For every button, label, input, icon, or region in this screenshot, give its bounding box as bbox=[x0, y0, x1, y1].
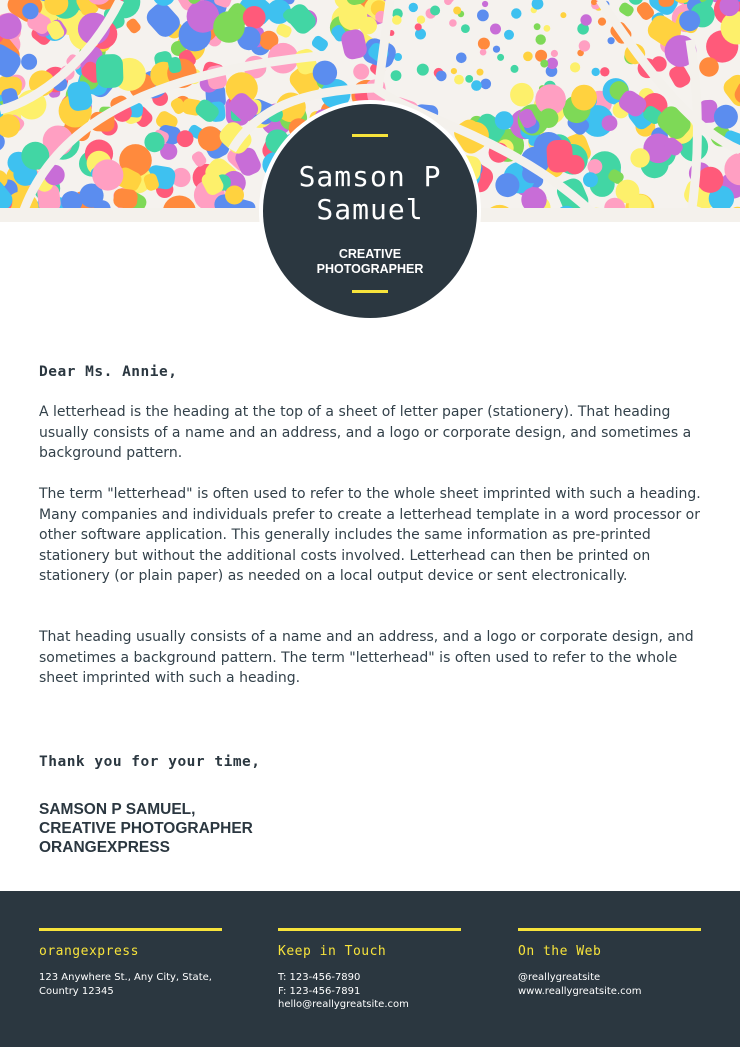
candy-piece bbox=[523, 52, 533, 62]
candy-piece bbox=[511, 8, 521, 18]
candy-piece bbox=[714, 105, 738, 129]
candy-piece bbox=[415, 23, 422, 30]
candy-piece bbox=[534, 23, 541, 30]
candy-piece bbox=[592, 68, 600, 76]
candy-piece bbox=[144, 132, 164, 152]
candy-piece bbox=[504, 30, 514, 40]
candy-piece bbox=[478, 38, 490, 50]
footer-accent-bar bbox=[39, 928, 222, 931]
candy-piece bbox=[580, 14, 591, 25]
candy-piece bbox=[392, 15, 402, 25]
candy-piece bbox=[453, 7, 461, 15]
candy-piece bbox=[497, 54, 504, 61]
candy-piece bbox=[436, 71, 447, 82]
candy-piece bbox=[481, 79, 492, 90]
candy-piece bbox=[547, 58, 558, 69]
candy-piece bbox=[96, 54, 124, 89]
candy-piece bbox=[477, 69, 484, 76]
body-paragraph-2: The term "letterhead" is often used to refer to the whole sheet imprinted with such a heading. Many companies and individuals prefer to create a letterhead template in a word processor or other software application. This generally includes the same information as pre-printed stationery but without the additional costs involved. Letterhead can then be printed on stationery (or plain paper) as needed on a local output device or sent electronically. bbox=[39, 486, 701, 584]
candy-piece bbox=[92, 159, 123, 190]
candy-piece bbox=[359, 17, 377, 35]
badge-accent-bar-bottom bbox=[352, 290, 388, 293]
candy-piece bbox=[471, 80, 482, 91]
candy-piece bbox=[495, 173, 519, 197]
address-line-1: 123 Anywhere St., Any City, State, bbox=[39, 972, 212, 983]
candy-piece bbox=[583, 172, 598, 187]
address-line-2: Country 12345 bbox=[39, 985, 114, 997]
candy-piece bbox=[461, 24, 470, 33]
footer-contact-column bbox=[278, 928, 461, 1012]
candy-piece bbox=[495, 111, 514, 130]
candy-piece bbox=[477, 10, 489, 22]
candy-piece bbox=[551, 50, 558, 57]
candy-piece bbox=[243, 6, 266, 29]
candy-piece bbox=[417, 64, 429, 76]
signature-block bbox=[39, 800, 253, 857]
candy-piece bbox=[456, 53, 467, 64]
candy-piece bbox=[125, 17, 143, 35]
candy-piece bbox=[699, 57, 719, 77]
candy-piece bbox=[213, 11, 245, 43]
candy-piece bbox=[465, 75, 473, 83]
footer-company-column bbox=[39, 928, 222, 998]
candy-piece bbox=[275, 22, 293, 39]
candy-piece bbox=[697, 167, 723, 193]
footer-accent-bar bbox=[518, 928, 701, 931]
candy-piece bbox=[391, 70, 402, 81]
candy-piece bbox=[540, 60, 548, 68]
candy-piece bbox=[630, 148, 649, 167]
candy-piece bbox=[417, 16, 425, 24]
footer-web-column bbox=[518, 928, 701, 998]
candy-piece bbox=[510, 83, 534, 107]
website-link[interactable]: www.reallygreatsite.com bbox=[518, 985, 642, 997]
candy-piece bbox=[113, 188, 139, 209]
salutation: Dear Ms. Annie, bbox=[39, 364, 178, 380]
candy-piece bbox=[570, 62, 580, 72]
candy-piece bbox=[679, 10, 700, 31]
candy-piece bbox=[536, 34, 546, 44]
candy-piece bbox=[430, 6, 440, 16]
candy-piece bbox=[177, 130, 194, 147]
candy-piece bbox=[600, 67, 609, 76]
footer-company-heading: orangexpress bbox=[39, 944, 139, 959]
email-link[interactable]: hello@reallygreatsite.com bbox=[278, 999, 409, 1010]
phone-text: T: 123-456-7890 bbox=[278, 972, 361, 983]
candy-piece bbox=[539, 108, 559, 128]
footer-address bbox=[39, 971, 222, 998]
name-badge bbox=[259, 100, 481, 322]
footer-web-heading: On the Web bbox=[518, 944, 602, 959]
signature-company: ORANGEXPRESS bbox=[39, 839, 170, 856]
signature-title: CREATIVE PHOTOGRAPHER bbox=[39, 820, 253, 837]
candy-piece bbox=[571, 85, 597, 111]
candy-piece bbox=[449, 19, 457, 27]
candy-piece bbox=[22, 3, 38, 19]
name-badge-circle bbox=[263, 104, 477, 318]
candy-piece bbox=[451, 68, 457, 74]
badge-accent-bar-top bbox=[352, 134, 388, 137]
candy-piece bbox=[598, 18, 606, 26]
badge-name-line2: Samuel bbox=[316, 193, 424, 226]
social-handle-link[interactable]: @reallygreatsite bbox=[518, 972, 601, 983]
footer-web-details bbox=[518, 971, 701, 998]
candy-piece bbox=[225, 186, 244, 205]
footer-contact-details bbox=[278, 971, 461, 1012]
candy-piece bbox=[409, 3, 418, 12]
closing-line: Thank you for your time, bbox=[39, 754, 261, 770]
candy-piece bbox=[454, 75, 464, 85]
candy-piece bbox=[602, 115, 618, 131]
candy-piece bbox=[546, 139, 573, 173]
badge-role-line1: CREATIVE bbox=[338, 247, 402, 261]
candy-piece bbox=[21, 54, 37, 70]
candy-piece bbox=[588, 159, 603, 174]
candy-piece bbox=[482, 1, 488, 7]
candy-piece bbox=[511, 65, 519, 73]
body-paragraph-1: A letterhead is the heading at the top of a sheet of letter paper (stationery). That heading usually consists of a name and an address, and a logo or corporate design, and sometimes a background pattern. bbox=[39, 404, 692, 461]
badge-role-line2: PHOTOGRAPHER bbox=[316, 262, 424, 276]
body-paragraph-3: That heading usually consists of a name and an address, and a logo or corporate design, and sometimes a background pattern. The term "letterhead" is often used to refer to the whole sheet imprinted with such a heading. bbox=[39, 629, 694, 686]
footer bbox=[0, 891, 740, 1047]
candy-piece bbox=[608, 37, 615, 44]
footer-accent-bar bbox=[278, 928, 461, 931]
candy-piece bbox=[579, 40, 590, 51]
badge-name bbox=[263, 160, 477, 226]
signature-name: SAMSON P SAMUEL, bbox=[39, 801, 196, 818]
candy-piece bbox=[490, 24, 501, 35]
footer-contact-heading: Keep in Touch bbox=[278, 944, 387, 959]
candy-piece bbox=[560, 12, 566, 18]
candy-piece bbox=[353, 64, 369, 80]
candy-piece bbox=[444, 0, 452, 5]
candy-piece bbox=[544, 25, 551, 32]
fax-text: F: 123-456-7891 bbox=[278, 985, 361, 997]
candy-piece bbox=[493, 46, 500, 53]
badge-role bbox=[263, 247, 477, 277]
candy-piece bbox=[198, 126, 223, 151]
candy-piece bbox=[310, 34, 330, 53]
candy-piece bbox=[313, 61, 337, 85]
badge-name-line1: Samson P bbox=[298, 160, 442, 193]
candy-piece bbox=[480, 49, 487, 56]
